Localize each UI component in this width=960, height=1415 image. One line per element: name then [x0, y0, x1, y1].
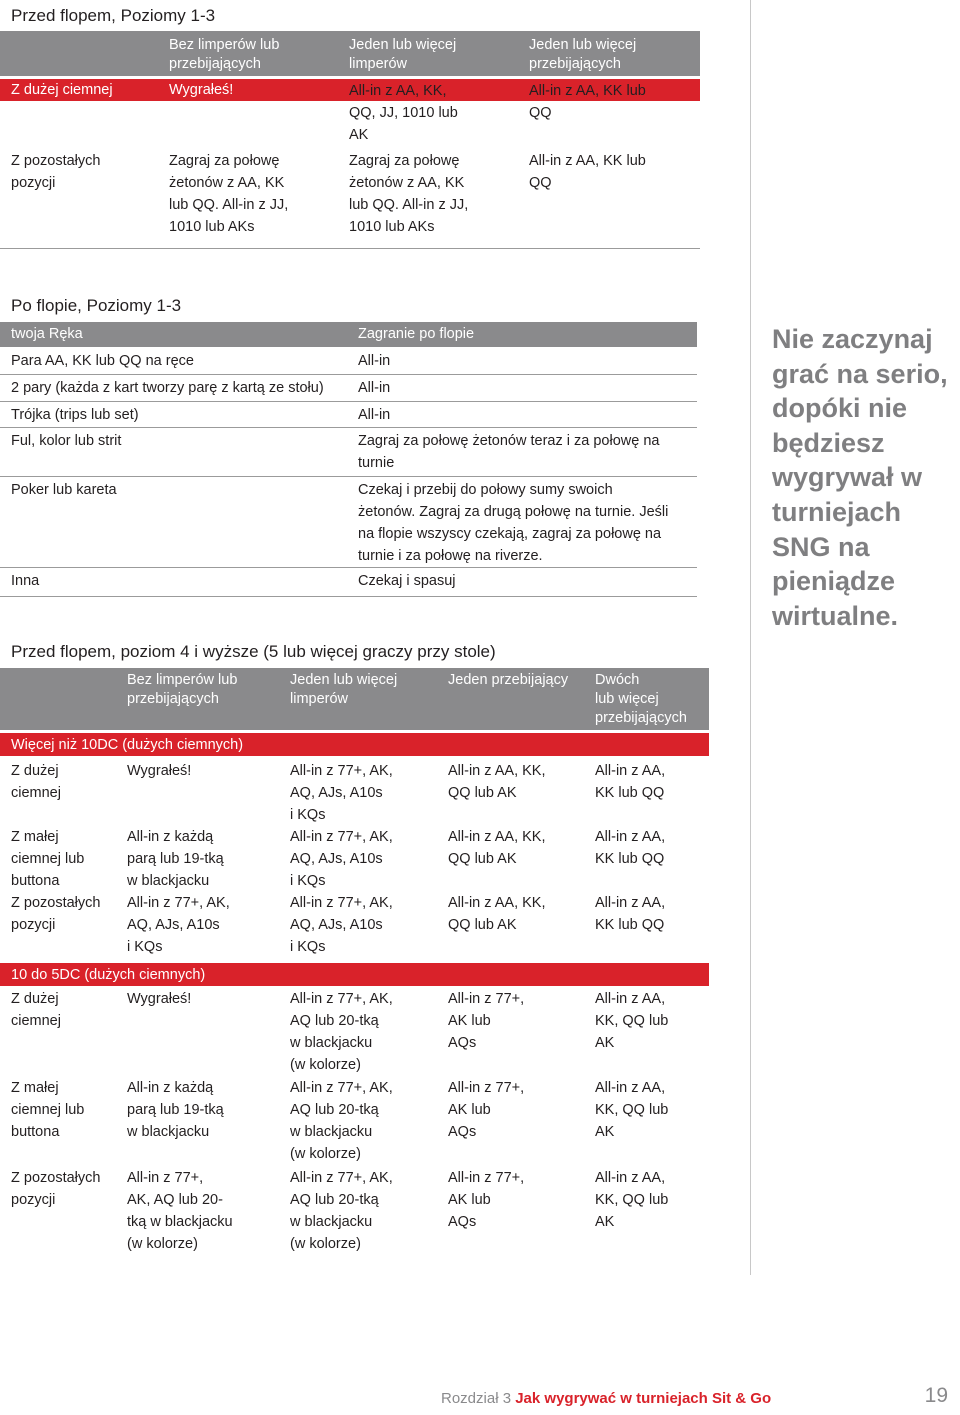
- section2-header-row: [0, 322, 697, 347]
- s3-g1-row2-c1: All-in z każdą parą lub 19-tką w blackjacku: [127, 829, 224, 889]
- s3-g1-row3-c4: All-in z AA, KK lub QQ: [595, 895, 666, 933]
- s2-row3-play: All-in: [358, 407, 391, 423]
- s3-g2-row2-c3: All-in z 77+, AK lub AQs: [448, 1080, 525, 1140]
- s2-row-rule: [0, 476, 697, 477]
- s2-header-play: Zagranie po flopie: [358, 326, 475, 342]
- s3-header-two-raisers: Dwóch lub więcej przebijających: [595, 672, 687, 726]
- footer-chapter-title: Jak wygrywać w turniejach Sit & Go: [515, 1390, 772, 1407]
- s3-header-no-limpers: Bez limperów lub przebijających: [127, 672, 238, 707]
- s3-g2-row1-c4: All-in z AA, KK, QQ lub AK: [595, 991, 669, 1051]
- s3-header-one-raiser: Jeden przebijający: [448, 672, 569, 688]
- s2-row3-hand: Trójka (trips lub set): [11, 407, 139, 423]
- s3-g1-row3-c1: All-in z 77+, AK, AQ, AJs, A10s i KQs: [127, 895, 230, 955]
- s1-header-limpers: Jeden lub więcej limperów: [349, 37, 457, 72]
- s3-group2-label: 10 do 5DC (dużych ciemnych): [11, 967, 206, 983]
- s1-row1-c1: Wygrałeś!: [169, 82, 234, 98]
- section2-title: Po flopie, Poziomy 1-3: [11, 296, 182, 315]
- s3-g1-row1-c4: All-in z AA, KK lub QQ: [595, 763, 666, 801]
- s1-row2-c1: Zagraj za połowę żetonów z AA, KK lub QQ. All-in z JJ, 1010 lub AKs: [169, 153, 289, 235]
- s2-row5-hand: Poker lub kareta: [11, 482, 117, 498]
- s1-row1-c3: All-in z AA, KK lub QQ: [529, 83, 646, 121]
- sidebar-quote: Nie zaczynaj grać na serio, dopóki nie będziesz wygrywał w turniejach SNG na pieniądze wirtualne.: [772, 324, 948, 631]
- sidebar-divider: [750, 0, 751, 1275]
- section1-header-row: [0, 31, 700, 76]
- s3-g1-row3-c2: All-in z 77+, AK, AQ, AJs, A10s i KQs: [290, 895, 393, 955]
- s3-g1-row1-label: Z dużej ciemnej: [11, 763, 61, 801]
- s3-group2-bar: [0, 963, 709, 986]
- s2-row2-play: All-in: [358, 380, 391, 396]
- s3-g1-row1-c2: All-in z 77+, AK, AQ, AJs, A10s i KQs: [290, 763, 393, 823]
- s3-g1-row1-c3: All-in z AA, KK, QQ lub AK: [448, 763, 546, 801]
- s2-row4-hand: Ful, kolor lub strit: [11, 433, 122, 449]
- s2-row1-play: All-in: [358, 353, 391, 369]
- s3-g2-row3-c2: All-in z 77+, AK, AQ lub 20-tką w blackjacku (w kolorze): [290, 1170, 393, 1252]
- s2-row6-play: Czekaj i spasuj: [358, 573, 456, 589]
- s2-row-rule: [0, 567, 697, 568]
- s1-row2-c3: All-in z AA, KK lub QQ: [529, 153, 646, 191]
- s2-row1-hand: Para AA, KK lub QQ na ręce: [11, 353, 194, 369]
- s1-row1-label: Z dużej ciemnej: [11, 82, 113, 98]
- s1-row2-c2: Zagraj za połowę żetonów z AA, KK lub QQ. All-in z JJ, 1010 lub AKs: [349, 153, 469, 235]
- s2-bottom-rule: [0, 596, 697, 597]
- section3-header-row: [0, 668, 709, 730]
- s3-header-limpers: Jeden lub więcej limperów: [290, 672, 398, 707]
- s3-group1-bar: [0, 733, 709, 756]
- s3-g1-row2-c4: All-in z AA, KK lub QQ: [595, 829, 666, 867]
- s1-row1-c2: All-in z AA, KK, QQ, JJ, 1010 lub AK: [349, 83, 458, 143]
- s2-row-rule: [0, 374, 697, 375]
- s3-g1-row3-c3: All-in z AA, KK, QQ lub AK: [448, 895, 546, 933]
- s3-g2-row2-c2: All-in z 77+, AK, AQ lub 20-tką w blackjacku (w kolorze): [290, 1080, 393, 1162]
- footer-chapter: [441, 1390, 771, 1407]
- section1-title: Przed flopem, Poziomy 1-3: [11, 6, 216, 25]
- s3-group1-label: Więcej niż 10DC (dużych ciemnych): [11, 737, 244, 753]
- s3-g2-row3-c1: All-in z 77+, AK, AQ lub 20- tką w blackjacku (w kolorze): [127, 1170, 233, 1252]
- s3-g2-row1-label: Z dużej ciemnej: [11, 991, 61, 1029]
- s3-g2-row3-label: Z pozostałych pozycji: [11, 1170, 101, 1208]
- page-number: 19: [924, 1384, 948, 1407]
- s2-row4-play: Zagraj za połowę żetonów teraz i za połowę na turnie: [358, 433, 660, 471]
- s3-g2-row3-c4: All-in z AA, KK, QQ lub AK: [595, 1170, 669, 1230]
- s1-header-raisers: Jeden lub więcej przebijających: [529, 37, 637, 72]
- s3-g1-row2-label: Z małej ciemnej lub buttona: [11, 829, 85, 889]
- s1-row2-label: Z pozostałych pozycji: [11, 153, 101, 191]
- s2-row5-play: Czekaj i przebij do połowy sumy swoich żetonów. Zagraj za drugą połowę na turnie. Jeśli na flopie wszyscy czekają, zagraj za połowę na turnie i za połowę na riverze.: [358, 482, 669, 564]
- s3-g2-row1-c2: All-in z 77+, AK, AQ lub 20-tką w blackjacku (w kolorze): [290, 991, 393, 1073]
- s2-row6-hand: Inna: [11, 573, 40, 589]
- s3-g1-row2-c3: All-in z AA, KK, QQ lub AK: [448, 829, 546, 867]
- footer-chapter-number: Rozdział 3: [441, 1390, 512, 1407]
- s3-g2-row3-c3: All-in z 77+, AK lub AQs: [448, 1170, 525, 1230]
- s3-g1-row2-c2: All-in z 77+, AK, AQ, AJs, A10s i KQs: [290, 829, 393, 889]
- s2-row2-hand: 2 pary (każda z kart tworzy parę z kartą ze stołu): [11, 380, 324, 396]
- s2-row-rule: [0, 427, 697, 428]
- s1-header-no-limpers: Bez limperów lub przebijających: [169, 37, 280, 72]
- s3-g2-row2-label: Z małej ciemnej lub buttona: [11, 1080, 85, 1140]
- s2-row-rule: [0, 401, 697, 402]
- s3-g2-row2-c4: All-in z AA, KK, QQ lub AK: [595, 1080, 669, 1140]
- s3-g1-row3-label: Z pozostałych pozycji: [11, 895, 101, 933]
- section1-bottom-rule: [0, 248, 700, 249]
- s3-g1-row1-c1: Wygrałeś!: [127, 763, 192, 779]
- s2-header-hand: twoja Ręka: [11, 326, 83, 342]
- s3-g2-row1-c3: All-in z 77+, AK lub AQs: [448, 991, 525, 1051]
- s3-g2-row1-c1: Wygrałeś!: [127, 991, 192, 1007]
- s3-g2-row2-c1: All-in z każdą parą lub 19-tką w blackjacku: [127, 1080, 224, 1140]
- section3-title: Przed flopem, poziom 4 i wyższe (5 lub więcej graczy przy stole): [11, 642, 496, 661]
